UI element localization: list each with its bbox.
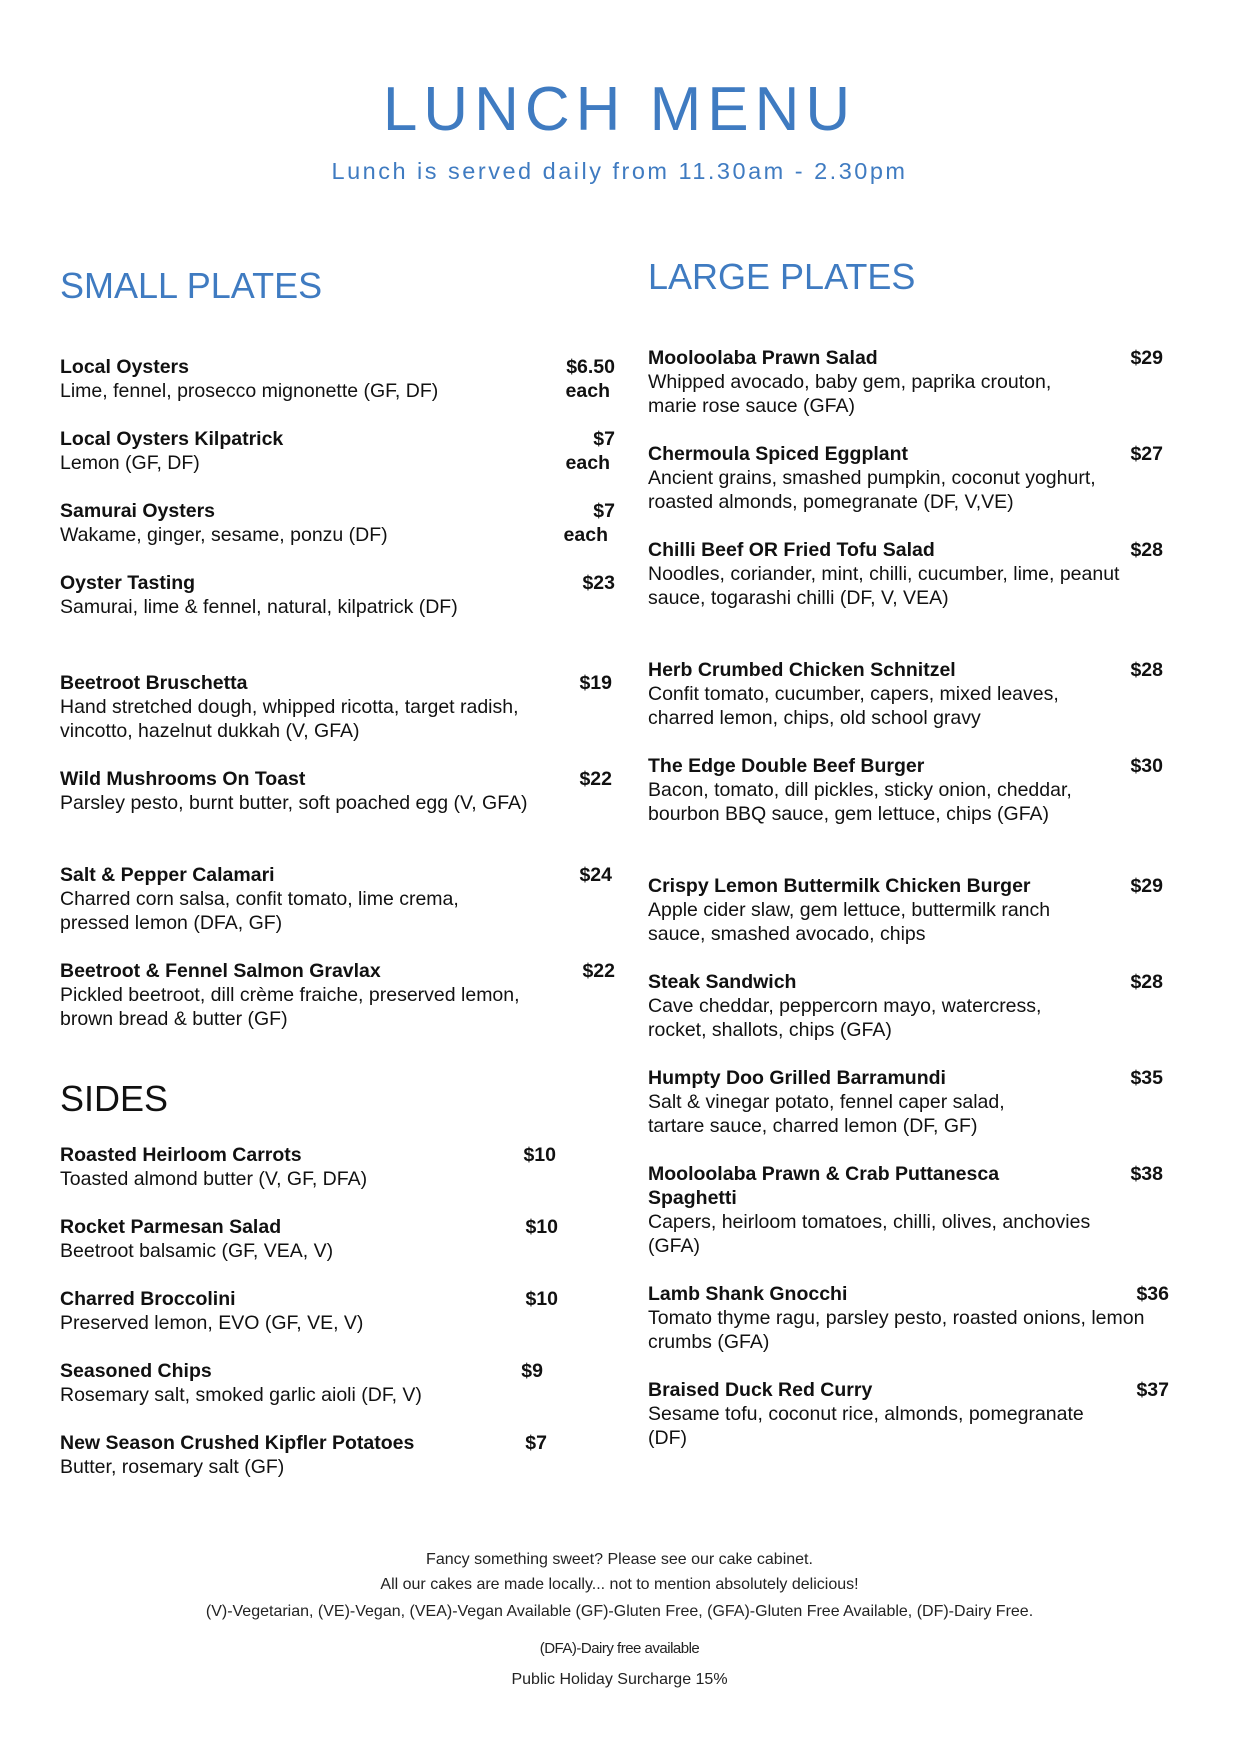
item-price: $10: [523, 1144, 556, 1166]
item-description: Confit tomato, cucumber, capers, mixed leaves, charred lemon, chips, old school gravy: [648, 683, 1059, 729]
item-price: $7: [593, 428, 615, 450]
item-description: Butter, rosemary salt (GF): [60, 1456, 285, 1478]
item-price: $23: [582, 572, 615, 594]
item-name: Samurai Oysters: [60, 500, 216, 522]
menu-item: [60, 355, 615, 403]
item-description: Preserved lemon, EVO (GF, VE, V): [60, 1312, 364, 1334]
small-plates-heading: SMALL PLATES: [60, 265, 323, 306]
item-price: $22: [579, 768, 612, 790]
item-description: Tomato thyme ragu, parsley pesto, roasted onions, lemon crumbs (GFA): [648, 1307, 1145, 1353]
item-price: $24: [579, 864, 612, 886]
item-price: $37: [1136, 1379, 1169, 1401]
item-description: Apple cider slaw, gem lettuce, buttermilk ranch sauce, smashed avocado, chips: [648, 899, 1051, 945]
item-description: Bacon, tomato, dill pickles, sticky onion, cheddar, bourbon BBQ sauce, gem lettuce, chips (GFA): [648, 779, 1072, 825]
item-price: $9: [521, 1360, 543, 1382]
menu-item: [60, 959, 615, 1031]
menu-item: [60, 863, 615, 935]
item-description: Lemon (GF, DF): [60, 452, 200, 474]
item-name: Lamb Shank Gnocchi: [648, 1283, 848, 1305]
footer-cake-note: Fancy something sweet? Please see our cake cabinet.: [426, 1551, 813, 1568]
item-description: Rosemary salt, smoked garlic aioli (DF, V): [60, 1384, 422, 1406]
item-price: $29: [1130, 875, 1163, 897]
item-price: $10: [525, 1288, 558, 1310]
item-description: Sesame tofu, coconut rice, almonds, pomegranate (DF): [648, 1403, 1084, 1449]
item-description: Cave cheddar, peppercorn mayo, watercress, rocket, shallots, chips (GFA): [648, 995, 1042, 1041]
menu-item: [60, 1143, 560, 1191]
item-name: Beetroot & Fennel Salmon Gravlax: [60, 960, 381, 982]
item-description: Wakame, ginger, sesame, ponzu (DF): [60, 524, 388, 546]
item-price: $7: [525, 1432, 547, 1454]
item-price: $7: [593, 500, 615, 522]
item-name: Charred Broccolini: [60, 1288, 236, 1310]
item-name: Wild Mushrooms On Toast: [60, 768, 306, 790]
item-description: Whipped avocado, baby gem, paprika crouton, marie rose sauce (GFA): [648, 371, 1052, 417]
item-name: Roasted Heirloom Carrots: [60, 1144, 302, 1166]
item-description: Samurai, lime & fennel, natural, kilpatrick (DF): [60, 596, 458, 618]
item-price: $28: [1130, 539, 1163, 561]
item-description: Pickled beetroot, dill crème fraiche, preserved lemon, brown bread & butter (GF): [60, 984, 520, 1030]
menu-item: [648, 658, 1163, 730]
item-price: $6.50: [566, 356, 615, 378]
menu-item: [60, 671, 615, 743]
item-name: Herb Crumbed Chicken Schnitzel: [648, 659, 956, 681]
item-name: New Season Crushed Kipfler Potatoes: [60, 1432, 415, 1454]
item-description: Toasted almond butter (V, GF, DFA): [60, 1168, 368, 1190]
menu-item: [60, 499, 615, 547]
item-price: $36: [1136, 1283, 1169, 1305]
item-price: $28: [1130, 659, 1163, 681]
item-name: Rocket Parmesan Salad: [60, 1216, 282, 1238]
page-subtitle: Lunch is served daily from 11.30am - 2.30pm: [331, 158, 908, 184]
menu-item: [648, 970, 1163, 1042]
item-name: The Edge Double Beef Burger: [648, 755, 925, 777]
menu-item: [648, 1162, 1163, 1258]
item-price: $10: [525, 1216, 558, 1238]
item-name: Local Oysters Kilpatrick: [60, 428, 284, 450]
item-name: Local Oysters: [60, 356, 189, 378]
menu-item: [60, 1287, 560, 1335]
item-description: Parsley pesto, burnt butter, soft poached egg (V, GFA): [60, 792, 528, 814]
item-name: Steak Sandwich: [648, 971, 797, 993]
item-description: Hand stretched dough, whipped ricotta, target radish, vincotto, hazelnut dukkah (V, GFA): [60, 696, 519, 742]
item-price: $22: [582, 960, 615, 982]
item-description: Salt & vinegar potato, fennel caper salad, tartare sauce, charred lemon (DF, GF): [648, 1091, 1005, 1137]
page-title: LUNCH MENU: [382, 75, 857, 144]
item-name: Braised Duck Red Curry: [648, 1379, 873, 1401]
item-name: Mooloolaba Prawn & Crab Puttanesca Spaghetti: [648, 1163, 1000, 1209]
item-description: Noodles, coriander, mint, chilli, cucumber, lime, peanut sauce, togarashi chilli (DF, V, VEA): [648, 563, 1120, 609]
item-description: Capers, heirloom tomatoes, chilli, olives, anchovies (GFA): [648, 1211, 1091, 1257]
item-price-unit: each: [565, 380, 610, 402]
menu-item: [648, 538, 1163, 610]
item-price: $19: [579, 672, 612, 694]
item-name: Mooloolaba Prawn Salad: [648, 347, 878, 369]
item-price: $28: [1130, 971, 1163, 993]
menu-item: [648, 442, 1163, 514]
menu-item: [60, 767, 615, 815]
item-price: $29: [1130, 347, 1163, 369]
menu-item: [60, 1359, 560, 1407]
menu-item: [648, 1378, 1169, 1450]
item-name: Seasoned Chips: [60, 1360, 212, 1382]
menu-item: [648, 346, 1163, 418]
item-name: Salt & Pepper Calamari: [60, 864, 275, 886]
menu-item: [60, 571, 615, 619]
menu-item: [648, 754, 1163, 826]
item-name: Beetroot Bruschetta: [60, 672, 248, 694]
footer-surcharge: Public Holiday Surcharge 15%: [511, 1671, 728, 1688]
item-price: $38: [1130, 1163, 1163, 1185]
footer-cake-note-2: All our cakes are made locally... not to mention absolutely delicious!: [380, 1576, 859, 1593]
item-name: Crispy Lemon Buttermilk Chicken Burger: [648, 875, 1031, 897]
item-description: Ancient grains, smashed pumpkin, coconut yoghurt, roasted almonds, pomegranate (DF, V,VE): [648, 467, 1096, 513]
item-name: Oyster Tasting: [60, 572, 196, 594]
menu-item: [60, 1215, 560, 1263]
menu-item: [60, 427, 615, 475]
menu-item: [648, 1282, 1169, 1354]
menu-item: [648, 874, 1163, 946]
item-price-unit: each: [563, 524, 608, 546]
item-description: Lime, fennel, prosecco mignonette (GF, DF): [60, 380, 439, 402]
large-plates-heading: LARGE PLATES: [648, 256, 916, 297]
item-price: $35: [1130, 1067, 1163, 1089]
item-name: Chermoula Spiced Eggplant: [648, 443, 909, 465]
menu-item: [648, 1066, 1163, 1138]
footer-dfa-legend: (DFA)-Dairy free available: [539, 1640, 700, 1657]
item-price: $27: [1130, 443, 1163, 465]
item-description: Charred corn salsa, confit tomato, lime crema, pressed lemon (DFA, GF): [60, 888, 459, 934]
item-name: Humpty Doo Grilled Barramundi: [648, 1067, 946, 1089]
item-price: $30: [1130, 755, 1163, 777]
item-description: Beetroot balsamic (GF, VEA, V): [60, 1240, 334, 1262]
sides-heading: SIDES: [60, 1078, 169, 1119]
menu-item: [60, 1431, 560, 1479]
footer-dietary-legend: (V)-Vegetarian, (VE)-Vegan, (VEA)-Vegan Available (GF)-Gluten Free, (GFA)-Gluten Free Available, (DF)-Dairy Free.: [205, 1603, 1034, 1620]
item-price-unit: each: [565, 452, 610, 474]
item-name: Chilli Beef OR Fried Tofu Salad: [648, 539, 935, 561]
